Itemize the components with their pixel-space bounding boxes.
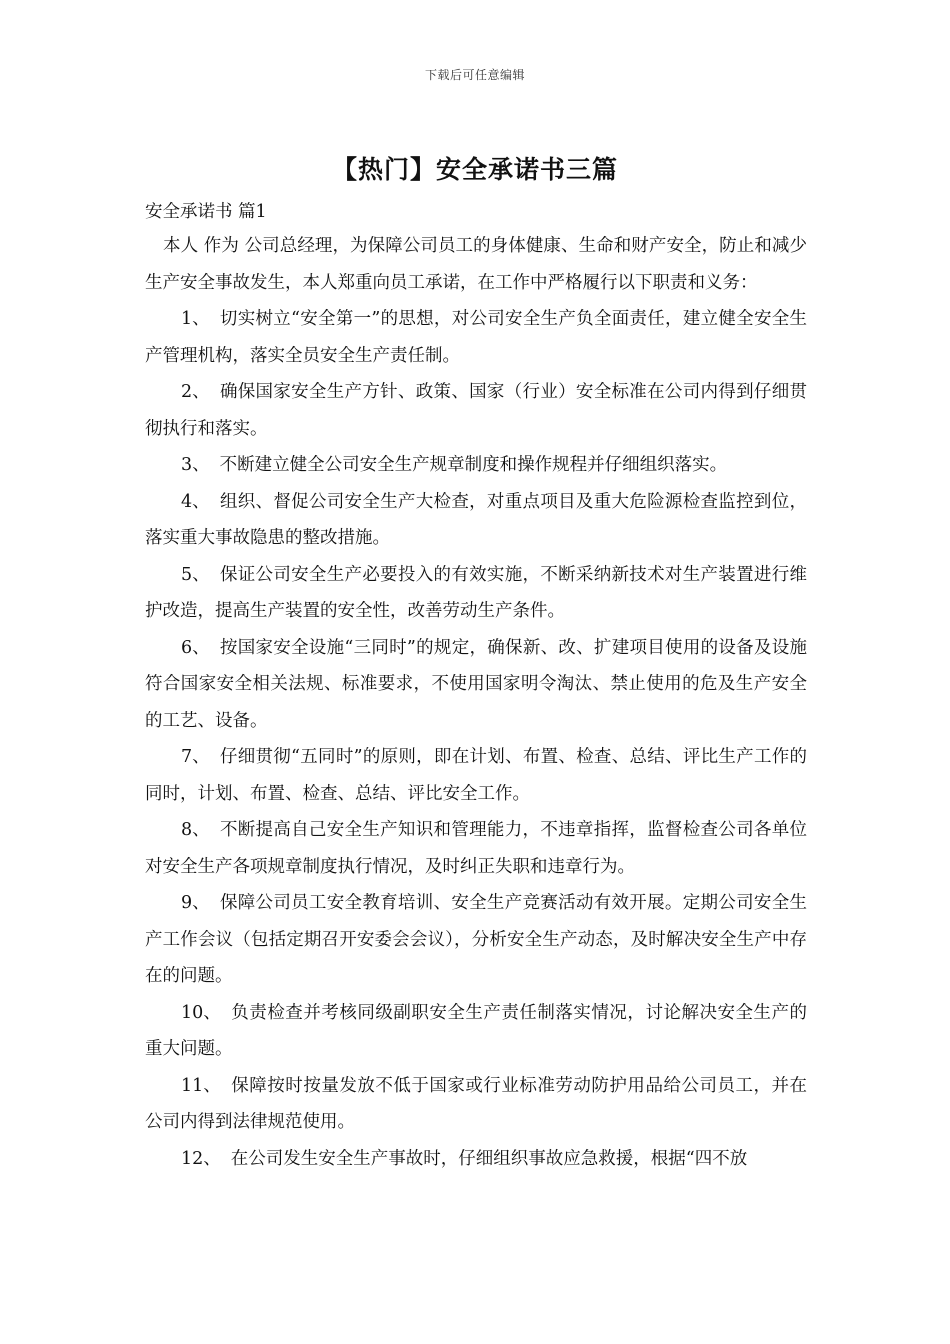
- item-text: 保证公司安全生产必要投入的有效实施，不断采纳新技术对生产装置进行维护改造，提高生产装置的安全性，改善劳动生产条件。: [145, 564, 807, 621]
- item-text: 按国家安全设施“三同时”的规定，确保新、改、扩建项目使用的设备及设施符合国家安全相关法规、标准要求，不使用国家明令淘汰、禁止使用的危及生产安全的工艺、设备。: [145, 637, 807, 731]
- item-number: 4、: [181, 491, 210, 512]
- list-item: [145, 374, 807, 447]
- section-heading: 安全承诺书 篇1: [145, 202, 267, 222]
- list-item: [145, 885, 807, 995]
- list-item: [145, 484, 807, 557]
- document-title: 【热门】安全承诺书三篇: [331, 155, 618, 184]
- header-note: 下载后可任意编辑: [424, 68, 525, 82]
- item-number: 10、: [181, 1002, 221, 1023]
- list-item: [145, 739, 807, 812]
- list-item: [145, 995, 807, 1068]
- list-item: [145, 1141, 807, 1178]
- item-number: 3、: [181, 455, 210, 475]
- item-number: 8、: [181, 820, 210, 840]
- list-item: [145, 557, 807, 630]
- item-text: 在公司发生安全生产事故时，仔细组织事故应急救援，根据“四不放: [230, 1148, 748, 1169]
- list-item: [145, 630, 807, 740]
- item-text: 仔细贯彻“五同时”的原则，即在计划、布置、检查、总结、评比生产工作的同时，计划、布置、检查、总结、评比安全工作。: [145, 747, 807, 804]
- list-item: [145, 812, 807, 885]
- item-text: 组织、督促公司安全生产大检查，对重点项目及重大危险源检查监控到位，落实重大事故隐患的整改措施。: [145, 491, 807, 548]
- item-number: 5、: [181, 564, 210, 585]
- item-number: 11、: [181, 1075, 221, 1096]
- list-item: [145, 1068, 807, 1141]
- item-text: 不断建立健全公司安全生产规章制度和操作规程并仔细组织落实。: [219, 455, 728, 475]
- item-text: 确保国家安全生产方针、政策、国家（行业）安全标准在公司内得到仔细贯彻执行和落实。: [145, 382, 807, 439]
- item-number: 7、: [181, 747, 210, 767]
- item-number: 9、: [181, 893, 210, 913]
- item-number: 6、: [181, 637, 210, 658]
- item-text: 不断提高自己安全生产知识和管理能力，不违章指挥，监督检查公司各单位对安全生产各项规章制度执行情况，及时纠正失职和违章行为。: [145, 820, 807, 877]
- item-text: 保障按时按量发放不低于国家或行业标准劳动防护用品给公司员工，并在公司内得到法律规范使用。: [145, 1075, 807, 1132]
- item-number: 1、: [181, 309, 210, 329]
- list-item: [145, 447, 807, 484]
- item-number: 12、: [181, 1148, 221, 1169]
- item-text: 负责检查并考核同级副职安全生产责任制落实情况，讨论解决安全生产的重大问题。: [145, 1002, 807, 1059]
- intro-paragraph: 本人 作为 公司总经理，为保障公司员工的身体健康、生命和财产安全，防止和减少生产安全事故发生，本人郑重向员工承诺，在工作中严格履行以下职责和义务：: [145, 236, 807, 293]
- item-text: 保障公司员工安全教育培训、安全生产竞赛活动有效开展。定期公司安全生产工作会议（包括定期召开安委会会议），分析安全生产动态，及时解决安全生产中存在的问题。: [145, 893, 807, 986]
- list-item: [145, 301, 807, 374]
- document-body: [145, 196, 807, 1177]
- item-number: 2、: [181, 382, 210, 402]
- item-text: 切实树立“安全第一”的思想，对公司安全生产负全面责任，建立健全安全生产管理机构，落实全员安全生产责任制。: [145, 309, 807, 366]
